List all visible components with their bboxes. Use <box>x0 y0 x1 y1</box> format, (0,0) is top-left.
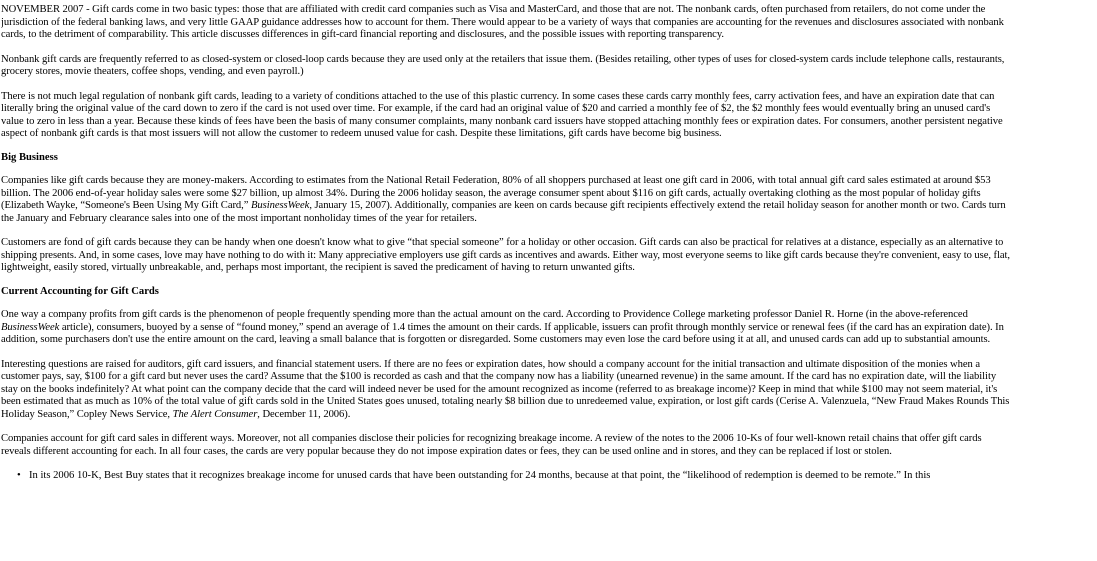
text-run: article), consumers, buoyed by a sense of “found money,” spend an average of 1.4 times the amount on their cards. If applicable, issuers can profit through monthly service or renewal fees (if the card has an expiration date). In addition, some purchasers don't use the entire amount on the card, leaving a small balance that is forgotten or disregarded. Some customers may even lose the card before using it at all, and unused cards can add up to substantial amounts. <box>1 321 1004 345</box>
paragraph-accounting-ways: Companies account for gift card sales in different ways. Moreover, not all companies disclose their policies for recognizing breakage income. A review of the notes to the 2006 10-Ks of four well-known retail chains that offer gift cards reveals different accounting for each. In all four cases, the cards are very popular because they do not impose expiration dates or fees, they can be used online and in stores, and they can be replaced if lost or stolen. <box>1 433 982 457</box>
list-item <box>1 470 1013 483</box>
text-run: Interesting questions are raised for auditors, gift card issuers, and financial statement users. If there are no fees or expiration dates, how should a company account for the initial transaction and ultimate disposition of the monies when a customer pays, say, $100 for a gift card but never uses the card? Assume that the $100 is recorded as cash and that the company now has a liability (unearned revenue) in the same amount. If the card has no expiration date, will the liability stay on the books indefinitely? At what point can the company decide that the card will indeed never be used for the amount recognized as income (referred to as breakage income)? Keep in mind that while $100 may not seem material, it's been estimated that as much as 10% of the total value of gift cards sold in the United States goes unused, totaling nearly $8 billion due to unredeemed value, expiration, or lost gift cards (Cerise A. Valenzuela, “New Fraud Makes Rounds This Holiday Season,” Copley News Service, <box>1 358 1010 420</box>
bullet-list <box>1 470 1013 483</box>
heading-current-accounting: Current Accounting for Gift Cards <box>1 285 159 297</box>
paragraph-money-makers <box>1 175 1013 225</box>
heading-big-business: Big Business <box>1 151 58 163</box>
text-run: , December 11, 2006). <box>257 408 351 420</box>
text-run: One way a company profits from gift cards is the phenomenon of people frequently spending more than the actual amount on the card. According to Providence College marketing professor Daniel R. Horne (in the above-referenced <box>1 309 968 320</box>
paragraph-questions <box>1 359 1013 422</box>
publication-title: The Alert Consumer <box>172 408 258 420</box>
paragraph-customers: Customers are fond of gift cards because they can be handy when one doesn't know what to give “that special someone” for a holiday or other occasion. Gift cards can also be practical for relatives at a distance, especially as an alternative to shipping presents. And, in some cases, love may have nothing to do with it: Many appreciative employers use gift cards as incentives and awards. Either way, most everyone seems to like gift cards because they're convenient, easy to use, flat, lightweight, easily stored, virtually unbreakable, and, perhaps most important, the recipient is saved the predicament of having to return unwanted gifts. <box>1 237 1011 273</box>
paragraph-profits <box>1 309 1013 347</box>
bullet-icon: • <box>17 470 21 481</box>
text-run: Companies like gift cards because they are money-makers. According to estimates from the National Retail Federation, 80% of all shoppers purchased at least one gift card in 2006, with total annual gift card sales estimated at around $53 billion. The 2006 end-of-year holiday sales were some $27 billion, up almost 34%. During the 2006 holiday season, the average consumer spent about $116 on gift cards, actually overtaking clothing as the most popular of holiday gifts (Elizabeth Wayke, “Someone's Been Using My Gift Card,” <box>1 175 991 211</box>
list-item-text: In its 2006 10-K, Best Buy states that it recognizes breakage income for unused cards that have been outstanding for 24 months, because at that point, the “likelihood of redemption is deemed to be remote.” In this <box>29 470 931 481</box>
text-run: , January 15, 2007). Additionally, companies are keen on cards because gift recipients effectively extend the retail holiday season for another month or two. Cards turn the January and February clearance sales into one of the most important nonholiday times of the year for retailers. <box>1 200 1006 224</box>
article-body <box>1 4 1013 528</box>
paragraph-closed-system: Nonbank gift cards are frequently referred to as closed-system or closed-loop cards because they are used only at the retailers that issue them. (Besides retailing, other types of uses for closed-system cards include telephone calls, restaurants, grocery stores, movie theaters, coffee shops, vending, and even payroll.) <box>1 53 1005 77</box>
paragraph-intro: NOVEMBER 2007 - Gift cards come in two basic types: those that are affiliated with credit card companies such as Visa and MasterCard, and those that are not. The nonbank cards, often purchased from retailers, do not come under the jurisdiction of the federal banking laws, and very little GAAP guidance addresses how to account for them. There would appear to be a variety of ways that companies are accounting for the revenues and disclosures associated with nonbank cards, to the detriment of comparability. This article discusses differences in gift-card financial reporting and disclosures, and the possible issues with reporting transparency. <box>1 4 1004 40</box>
paragraph-regulation: There is not much legal regulation of nonbank gift cards, leading to a variety of conditions attached to the use of this plastic currency. In some cases these cards carry monthly fees, carry activation fees, and have an expiration date that can literally bring the original value of the card down to zero if the card is not used over time. For example, if the card had an original value of $20 and carried a monthly fee of $2, the $2 monthly fees would eventually bring an unused card's value to zero in less than a year. Because these kinds of fees have been the basis of many consumer complaints, many nonbank card issuers have stopped attaching monthly fees or expiration dates. For consumers, another persistent negative aspect of nonbank gift cards is that most issuers will not allow the customer to redeem unused value for cash. Despite these limitations, gift cards have become big business. <box>1 90 1003 139</box>
publication-title: BusinessWeek <box>1 321 60 333</box>
publication-title: BusinessWeek <box>250 200 310 211</box>
